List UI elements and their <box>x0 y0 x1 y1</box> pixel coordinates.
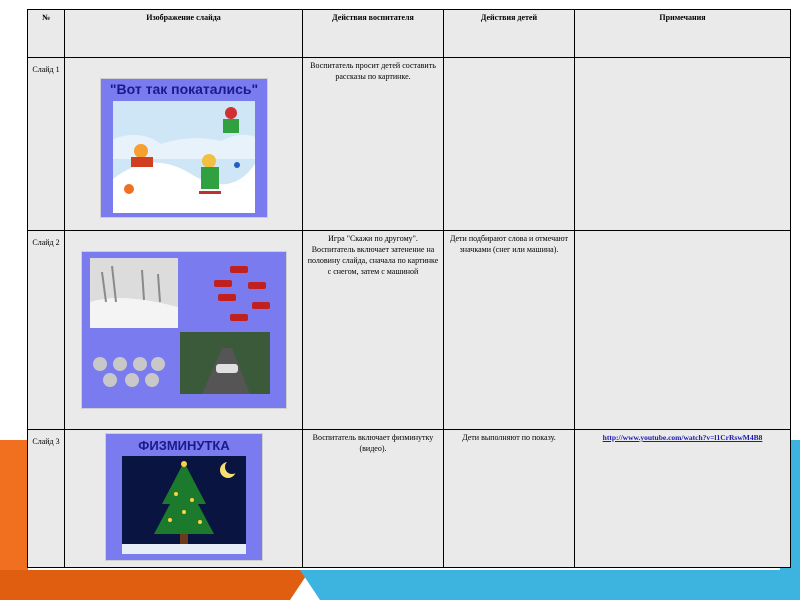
slide-2-thumbnail <box>81 251 287 409</box>
slide-image-cell <box>65 58 303 231</box>
teacher-actions-cell: Воспитатель просит детей составить рассказы по картинке. <box>303 58 444 231</box>
header-notes: Примечания <box>575 10 791 58</box>
table-header-row <box>28 10 791 58</box>
slide-3-thumbnail <box>105 433 263 561</box>
children-actions-cell: Дети выполняют по показу. <box>444 430 575 568</box>
header-children-actions: Действия детей <box>444 10 575 58</box>
header-teacher-actions: Действия воспитателя <box>303 10 444 58</box>
row-number: Слайд 2 <box>28 231 65 430</box>
table-row <box>28 430 791 568</box>
teacher-actions-cell: Игра "Скажи по другому". Воспитатель включает затенение на половину слайда, сначала по картинке с снегом, затем с машиной <box>303 231 444 430</box>
youtube-link[interactable]: http://www.youtube.com/watch?v=l1CrRswM4B8 <box>602 433 763 442</box>
table-row <box>28 58 791 231</box>
slide-1-thumbnail <box>100 78 268 218</box>
notes-cell <box>575 430 791 568</box>
snow-and-car-picture <box>82 252 286 408</box>
children-actions-cell <box>444 58 575 231</box>
slide-image-cell <box>65 430 303 568</box>
notes-cell <box>575 58 791 231</box>
header-slide-image: Изображение слайда <box>65 10 303 58</box>
children-actions-cell: Дети подбирают слова и отмечают значками (снег или машина). <box>444 231 575 430</box>
winter-sledding-picture <box>101 79 267 217</box>
header-num: № <box>28 10 65 58</box>
slide-3-title: ФИЗМИНУТКА <box>137 438 230 453</box>
christmas-tree-picture <box>106 434 262 560</box>
row-number: Слайд 3 <box>28 430 65 568</box>
teacher-actions-cell: Воспитатель включает физминутку (видео). <box>303 430 444 568</box>
row-number: Слайд 1 <box>28 58 65 231</box>
table-row <box>28 231 791 430</box>
notes-cell <box>575 231 791 430</box>
slide-image-cell <box>65 231 303 430</box>
lesson-table <box>27 9 791 568</box>
slide-1-title: "Вот так покатались" <box>109 81 258 97</box>
